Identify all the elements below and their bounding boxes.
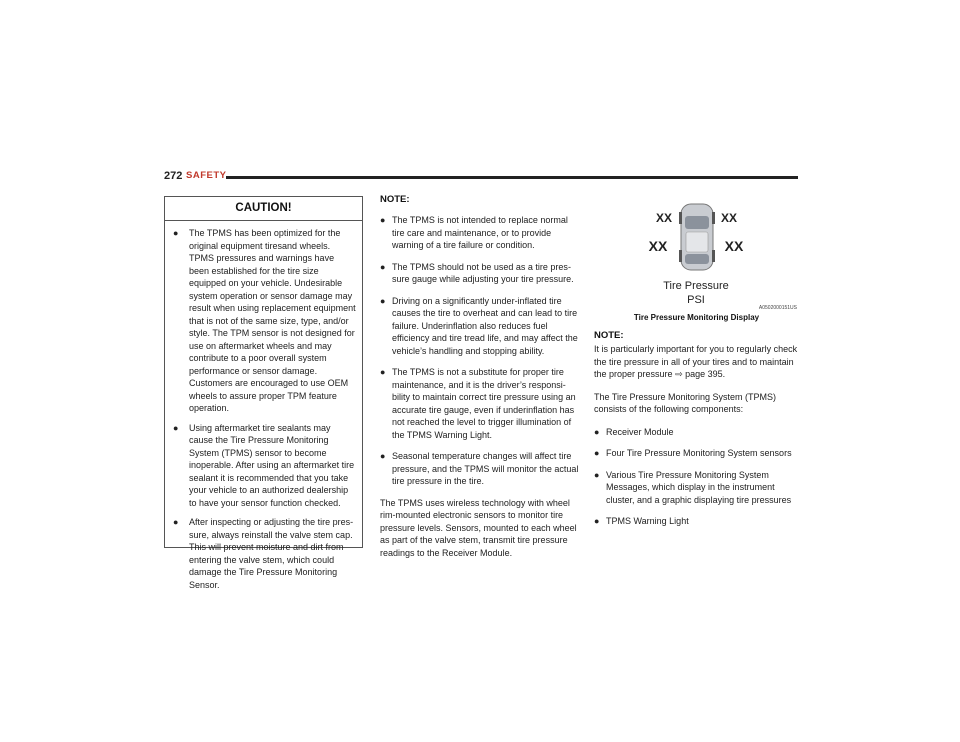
bullet-icon: ● [594, 469, 600, 480]
note-label: NOTE: [594, 330, 624, 341]
tpms-figure [594, 196, 799, 326]
middle-column [380, 194, 580, 569]
front-left-pressure: XX [655, 211, 673, 225]
note-item: ● The TPMS is not a substitute for proper tire maintenance, and it is the driver’s responsibility to maintain correct tire pressure using an accurate tire gauge, even if underinflation has not reached the level to trigger illumination of the TPMS Warning Light. [380, 367, 576, 440]
bullet-icon: ● [380, 367, 386, 377]
caution-item: ● After inspecting or adjusting the tire pressure, always reinstall the valve stem cap. This will prevent moisture and dirt from entering the valve stem, which could damage the Tire Pressure Monitoring Sensor. [173, 517, 354, 590]
components-intro: The Tire Pressure Monitoring System (TPMS) consists of the following components: [594, 391, 777, 414]
page-number: 272 [164, 170, 183, 182]
bullet-icon: ● [594, 516, 600, 526]
component-item: ● Various Tire Pressure Monitoring System Messages, which display in the instrument cluster, and a graphic displaying tire pressures [594, 469, 792, 505]
tpms-display-graphic [594, 196, 799, 311]
header-rule [226, 176, 798, 179]
section-title: SAFETY [186, 170, 227, 181]
component-item: ● Receiver Module [594, 426, 674, 437]
rear-left-pressure: XX [648, 238, 668, 254]
tire-pressure-label: Tire Pressure [663, 280, 729, 292]
note-paragraph: It is particularly important for you to regularly check the tire pressure in all of your tires and to maintain the proper pressure ⇨ page 395. [594, 344, 798, 379]
note-label: NOTE: [380, 194, 410, 205]
page-header [164, 170, 798, 184]
bullet-icon: ● [173, 517, 179, 527]
bullet-icon: ● [380, 295, 386, 306]
rear-right-pressure: XX [724, 238, 744, 254]
note-item: ● The TPMS is not intended to replace normal tire care and maintenance, or to provide warning of a tire failure or condition. [380, 215, 568, 250]
figure-caption: Tire Pressure Monitoring Display [633, 313, 760, 322]
figure-code: A0502000151US [758, 305, 797, 311]
front-right-pressure: XX [720, 211, 738, 225]
note-list [380, 214, 580, 488]
components-list [594, 426, 799, 528]
caution-title: CAUTION! [165, 197, 362, 221]
psi-label: PSI [687, 294, 705, 306]
caution-box [164, 196, 363, 590]
bullet-icon: ● [594, 426, 600, 437]
bullet-icon: ● [380, 451, 386, 461]
note-item: ● Driving on a significantly under-inflated tire causes the tire to overheat and can lead to tire failure. Underinflation also reduces fuel efficiency and tire tread life, and may affect the vehicle’s handling and stopping ability. [380, 295, 578, 356]
bullet-icon: ● [380, 261, 386, 272]
tpms-paragraph: The TPMS uses wireless technology with wheel rim-mounted electronic sensors to monitor tire pressure levels. Sensors, mounted to each wheel as part of the valve stem, transmit tire pressure readings to the Receiver Module. [380, 497, 577, 558]
caution-item: ● The TPMS has been optimized for the original equipment tiresand wheels. TPMS pressures and warnings have been established for the tire size equipped on your vehicle. Undesirable system operation or sensor damage may result when using replacement equipment that is not of the same size, type, and/or style. The TPM sensor is not designed for use on aftermarket wheels and may contribute to a poor overall system performance or sensor damage. Customers are encouraged to use OEM wheels to assure proper TPM feature operation. [173, 228, 356, 413]
component-item: ● TPMS Warning Light [594, 516, 689, 526]
arrow-right-icon: ⇨ [675, 369, 683, 379]
note-item: ● The TPMS should not be used as a tire pressure gauge while adjusting your tire pressure. [380, 261, 574, 284]
bullet-icon: ● [173, 228, 179, 238]
component-item: ● Four Tire Pressure Monitoring System sensors [594, 448, 792, 458]
car-top-view-icon [679, 204, 715, 270]
page-reference[interactable]: page 395. [685, 369, 726, 379]
bullet-icon: ● [173, 422, 179, 433]
bullet-icon: ● [380, 215, 386, 225]
note-item: ● Seasonal temperature changes will affect tire pressure, and the TPMS will monitor the actual tire pressure in the tire. [380, 451, 579, 486]
caution-list [165, 221, 362, 591]
right-column [594, 330, 799, 537]
bullet-icon: ● [594, 448, 600, 458]
caution-item: ● Using aftermarket tire sealants may cause the Tire Pressure Monitoring System (TPMS) sensor to become inoperable. After using an aftermarket tire sealant it is recommended that you take your vehicle to an authorized dealership to have your sensor function checked. [173, 422, 355, 508]
